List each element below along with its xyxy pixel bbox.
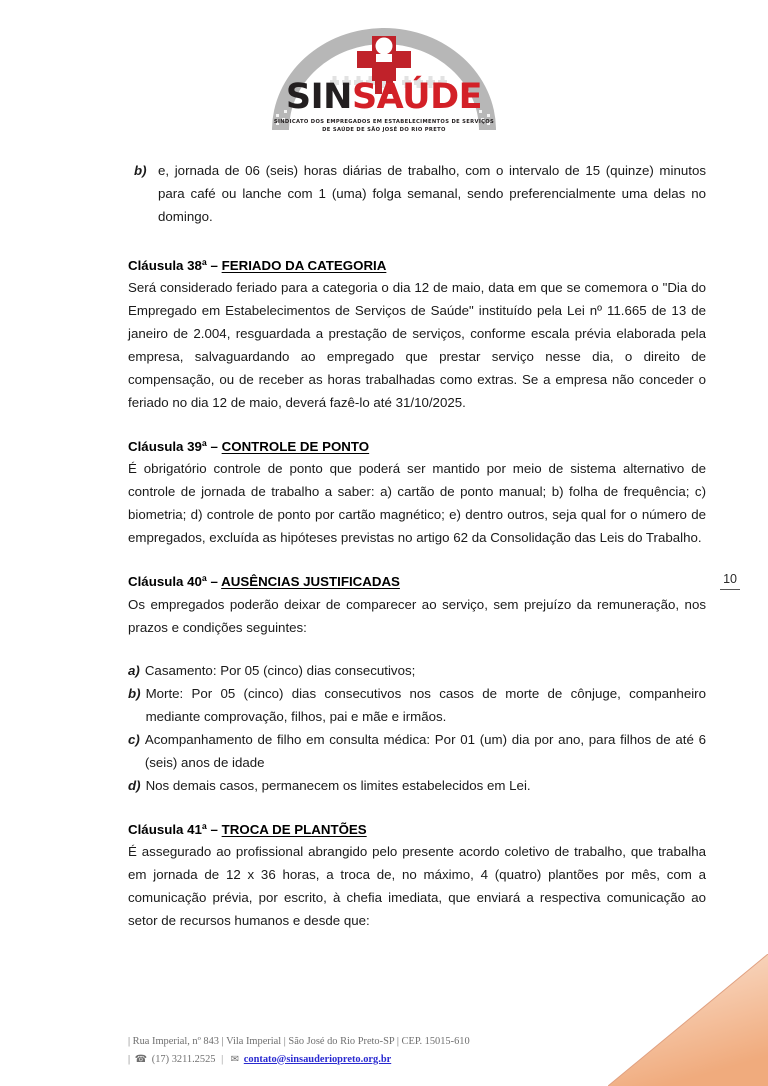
list-item-text: Casamento: Por 05 (cinco) dias consecutivos; <box>144 663 416 679</box>
list-item <box>128 729 706 775</box>
list-item-text: e, jornada de 06 (seis) horas diárias de trabalho, com o intervalo de 15 (quinze) minutos para café ou lanche com 1 (uma) folga semanal, sendo preferencialmente uma delas no domingo. <box>158 163 706 224</box>
logo-tagline <box>258 118 510 134</box>
document-body <box>128 160 706 933</box>
clause-title-40: AUSÊNCIAS JUSTIFICADAS <box>221 573 400 589</box>
footer-email-link[interactable]: contato@sinsauderiopreto.org.br <box>243 1053 392 1065</box>
clause-heading-38 <box>128 255 706 278</box>
document-header <box>0 18 768 140</box>
envelope-icon: ✉ <box>230 1053 240 1065</box>
clause-number-40: Cláusula 40ª – <box>128 573 222 589</box>
list-item <box>128 683 706 729</box>
list-item <box>128 660 706 683</box>
logo-wordmark <box>258 77 510 117</box>
footer-phone: (17) 3211.2525 <box>151 1053 216 1065</box>
clause-text-38: Será considerado feriado para a categoria o dia 12 de maio, data em que se comemora o "Dia do Empregado em Estabelecimentos de Serviços de Saúde" instituído pela Lei nº 11.665 de 13 de janeiro de 2.004, resguardada a prestação de serviços, conforme escala prévia elaborada pela empresa, salvaguardando ao empregado que prestar serviço nesse dia, o direito de compensação, ou de receber as horas trabalhadas como extras. Se a empresa não conceder o feriado no dia 12 de maio, deverá fazê-lo até 31/10/2025. <box>128 280 706 410</box>
clause-text-40: Os empregados poderão deixar de comparecer ao serviço, sem prejuízo da remuneração, nos prazos e condições seguintes: <box>128 596 706 635</box>
document-footer <box>128 1033 688 1068</box>
list-item-text: Nos demais casos, permanecem os limites estabelecidos em Lei. <box>145 777 531 793</box>
footer-pipe: | <box>221 1053 224 1065</box>
clause-number-39: Cláusula 39ª – <box>128 438 222 454</box>
logo-tagline-line2: DE SAÚDE DE SÃO JOSÉ DO RIO PRETO <box>322 127 446 134</box>
logo-word-saude: SAÚDE <box>351 77 483 117</box>
list-item-marker: a) <box>128 663 140 679</box>
logo-tagline-line1: SINDICATO DOS EMPREGADOS EM ESTABELECIMENTOS DE SERVIÇOS <box>273 119 495 125</box>
clause-heading-39 <box>128 436 706 459</box>
footer-address: | Rua Imperial, nº 843 | Vila Imperial | São José do Rio Preto-SP | CEP. 15015-610 <box>128 1036 470 1048</box>
sinsaude-logo <box>258 18 510 136</box>
clause-number-38: Cláusula 38ª – <box>128 257 222 273</box>
spacer <box>128 798 706 819</box>
clause-heading-41 <box>128 819 706 842</box>
phone-icon: ☎ <box>134 1053 148 1065</box>
list-item-marker: d) <box>128 777 141 793</box>
footer-pipe: | <box>128 1053 131 1065</box>
list-item-text: Morte: Por 05 (cinco) dias consecutivos nos casos de morte de cônjuge, companheiro mediante comprovação, filhos, pai e mãe e irmãos. <box>145 686 706 725</box>
spacer <box>128 415 706 436</box>
list-item <box>128 775 706 798</box>
spacer <box>128 229 706 255</box>
clause-number-41: Cláusula 41ª – <box>128 821 222 837</box>
spacer <box>128 550 706 571</box>
list-item-text: Acompanhamento de filho em consulta médica: Por 01 (um) dia por ano, para filhos de até 6 (seis) anos de idade <box>144 732 706 770</box>
clause-title-39: CONTROLE DE PONTO <box>221 438 370 454</box>
list-item-marker: b) <box>134 163 147 178</box>
clause-title-38: FERIADO DA CATEGORIA <box>221 257 387 273</box>
spacer <box>128 639 706 660</box>
list-item-marker: c) <box>128 732 140 748</box>
clause-text-41: É assegurado ao profissional abrangido pelo presente acordo coletivo de trabalho, que trabalha em jornada de 12 x 36 horas, a troca de, no máximo, 4 (quatro) plantões por mês, com a comunicação prévia, por escrito, à chefia imediata, que enviará a respectiva comunicação ao setor de recursos humanos e desde que: <box>128 844 706 929</box>
list-item <box>128 160 706 229</box>
logo-word-sin: SIN <box>285 77 352 117</box>
footer-contact <box>128 1051 688 1069</box>
clause-title-41: TROCA DE PLANTÕES <box>221 821 367 837</box>
clause-heading-40 <box>128 571 706 594</box>
page-number: 10 <box>720 572 740 590</box>
clause-text-39: É obrigatório controle de ponto que poderá ser mantido por meio de sistema alternativo de controle de jornada de trabalho a saber: a) cartão de ponto manual; b) folha de frequência; c) biometria; d) controle de ponto por cartão magnético; e) dentro outros, seja qual for o número de empregados, excluída as hipóteses previstas no artigo 62 da Consolidação das Leis do Trabalho. <box>128 461 706 546</box>
list-item-marker: b) <box>128 686 141 702</box>
